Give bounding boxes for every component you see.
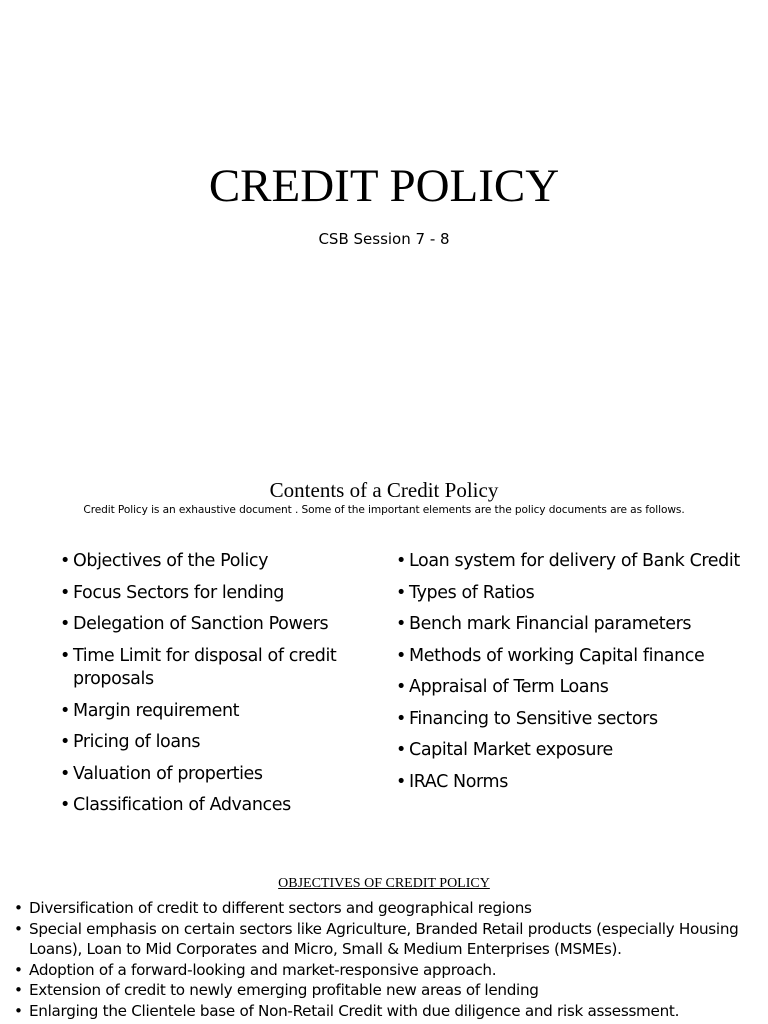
slide-title	[0, 0, 768, 420]
list-item: • Bench mark Financial parameters	[396, 613, 741, 637]
bullet-icon: •	[14, 981, 23, 999]
bullet-icon: •	[60, 763, 70, 784]
contents-heading: Contents of a Credit Policy	[269, 478, 499, 502]
objectives-heading: OBJECTIVES OF CREDIT POLICY	[278, 876, 490, 891]
bullet-icon: •	[60, 795, 70, 815]
slide-title-heading: CREDIT POLICY	[208, 160, 560, 212]
bullet-icon: •	[396, 645, 406, 666]
list-item: • Valuation of properties	[60, 763, 370, 787]
list-item: • Adoption of a forward-looking and market-responsive approach.	[14, 960, 497, 979]
contents-description: Credit Policy is an exhaustive document . Some of the important elements are the policy documents are as follows.	[83, 504, 685, 516]
list-item: • Types of Ratios	[396, 582, 741, 606]
list-item: • Financing to Sensitive sectors	[396, 708, 741, 732]
bullet-icon: •	[396, 708, 406, 729]
slide-objectives	[0, 866, 768, 1024]
bullet-icon: •	[396, 551, 406, 571]
slide-title-subtitle: CSB Session 7 - 8	[318, 230, 450, 248]
bullet-icon: •	[14, 919, 23, 938]
list-item: • Pricing of loans	[60, 731, 370, 755]
bullet-icon: •	[396, 677, 406, 697]
bullet-icon: •	[396, 771, 406, 792]
list-item: • Special emphasis on certain sectors like Agriculture, Branded Retail products (especially Housing Loans), Loan to Mid Corporates and Micro, Small & Medium Enterprises (MSMEs).	[14, 919, 739, 958]
list-item: • Loan system for delivery of Bank Credit	[396, 550, 741, 574]
bullet-icon: •	[60, 582, 70, 603]
list-item: • Classification of Advances	[60, 794, 370, 818]
bullet-icon: •	[60, 551, 70, 571]
list-item: • Focus Sectors for lending	[60, 582, 370, 606]
bullet-icon: •	[60, 700, 70, 721]
list-item: • Capital Market exposure	[396, 739, 741, 763]
bullet-icon: •	[60, 614, 70, 634]
contents-left-list	[60, 550, 370, 826]
list-item: • Objectives of the Policy	[60, 550, 370, 574]
bullet-icon: •	[60, 645, 70, 666]
list-item: • IRAC Norms	[396, 771, 741, 795]
list-item: • Delegation of Sanction Powers	[60, 613, 370, 637]
list-item: • Enlarging the Clientele base of Non-Retail Credit with due diligence and risk assessment.	[14, 1001, 680, 1020]
contents-right-list	[396, 550, 741, 802]
list-item: • Appraisal of Term Loans	[396, 676, 741, 700]
list-item: • Diversification of credit to different sectors and geographical regions	[14, 899, 532, 917]
bullet-icon: •	[14, 1001, 23, 1020]
objectives-list	[14, 898, 759, 1021]
bullet-icon: •	[14, 960, 23, 979]
list-item: • Margin requirement	[60, 700, 370, 724]
bullet-icon: •	[396, 614, 406, 634]
list-item: • Methods of working Capital finance	[396, 645, 741, 669]
slide-contents	[0, 440, 768, 860]
bullet-icon: •	[14, 899, 23, 917]
bullet-icon: •	[396, 582, 406, 603]
bullet-icon: •	[60, 732, 70, 752]
list-item: • Extension of credit to newly emerging profitable new areas of lending	[14, 981, 539, 999]
list-item: • Time Limit for disposal of credit proposals	[60, 645, 337, 689]
bullet-icon: •	[396, 740, 406, 760]
